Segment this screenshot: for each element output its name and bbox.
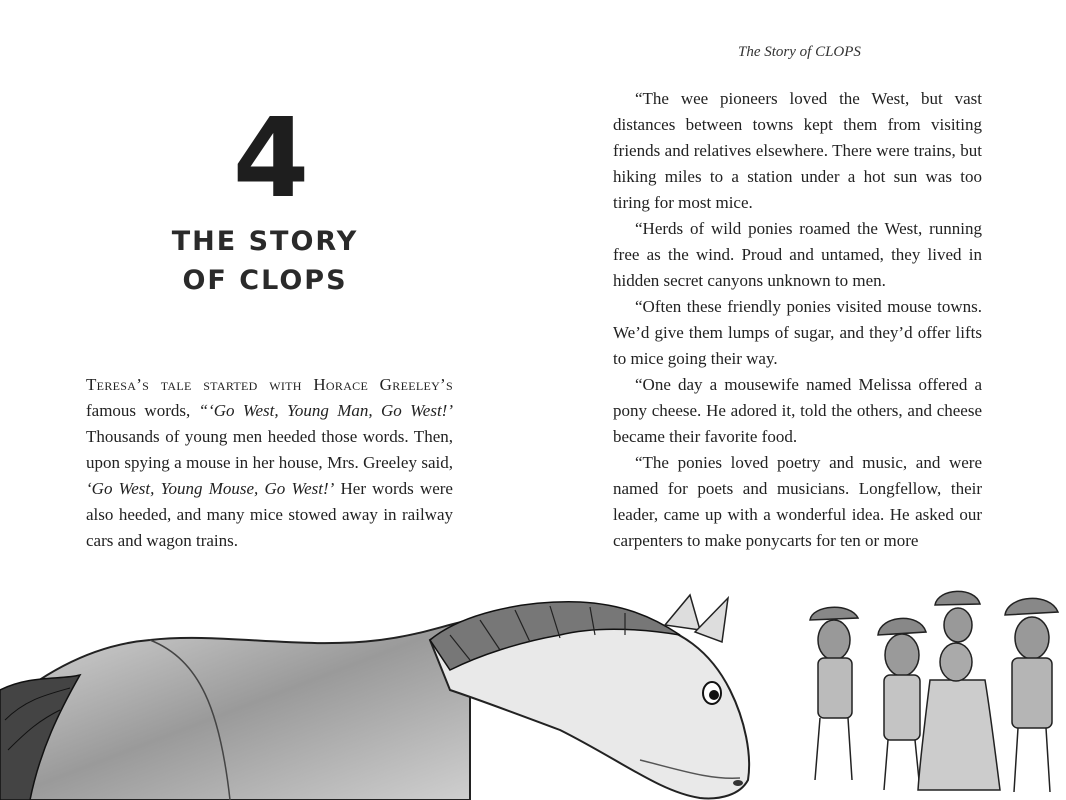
running-head: The Story of CLOPS — [738, 44, 861, 60]
left-page-text — [86, 372, 453, 554]
chapter-title-line-2: OF CLOPS — [182, 265, 348, 296]
pony-illustration — [0, 595, 749, 800]
chapter-number: 4 — [232, 94, 308, 222]
mouse-figure — [878, 618, 926, 790]
paragraph: “The wee pioneers loved the West, but vast distances between towns kept them from visiting friends and relatives elsewhere. There were trains, but hiking miles to a station under a hot sun was too tiring for most mice. — [613, 89, 982, 212]
left-text-part-2: Thousands of young men heeded those words. Then, upon spying a mouse in her house, Mrs. Greeley said, — [86, 427, 453, 472]
quote-young-mouse: ‘Go West, Young Mouse, Go West!’ — [86, 479, 335, 498]
paragraph: “The ponies loved poetry and music, and were named for poets and musicians. Longfellow, their leader, came up with a wonderful idea. He asked our carpenters to make ponycarts for ten or more — [613, 453, 982, 550]
chapter-title-line-1: THE STORY — [171, 226, 359, 257]
mouse-figure — [1005, 598, 1058, 792]
paragraph: “Often these friendly ponies visited mouse towns. We’d give them lumps of sugar, and they’d offer lifts to mice going their way. — [613, 297, 982, 368]
left-text-part-1: famous words, — [86, 401, 199, 420]
pony-and-mice-illustration — [0, 580, 1066, 800]
right-page-text — [613, 86, 982, 554]
quote-young-man: “‘Go West, Young Man, Go West!’ — [198, 401, 453, 420]
opening-smallcaps: Teresa’s tale started with Horace Greeley’s — [86, 375, 453, 394]
mouse-figure — [810, 607, 858, 780]
paragraph: “One day a mousewife named Melissa offered a pony cheese. He adored it, told the others, and cheese became their favorite food. — [613, 375, 982, 446]
paragraph: “Herds of wild ponies roamed the West, running free as the wind. Proud and untamed, they lived in hidden secret canyons unknown to men. — [613, 219, 982, 290]
mouse-figure — [918, 591, 1000, 790]
left-text-part-3: Her words were also heeded, and many mice stowed away in railway cars and wagon trains. — [86, 479, 453, 550]
chapter-title — [130, 222, 400, 300]
cowboy-mice-illustration — [810, 591, 1058, 792]
